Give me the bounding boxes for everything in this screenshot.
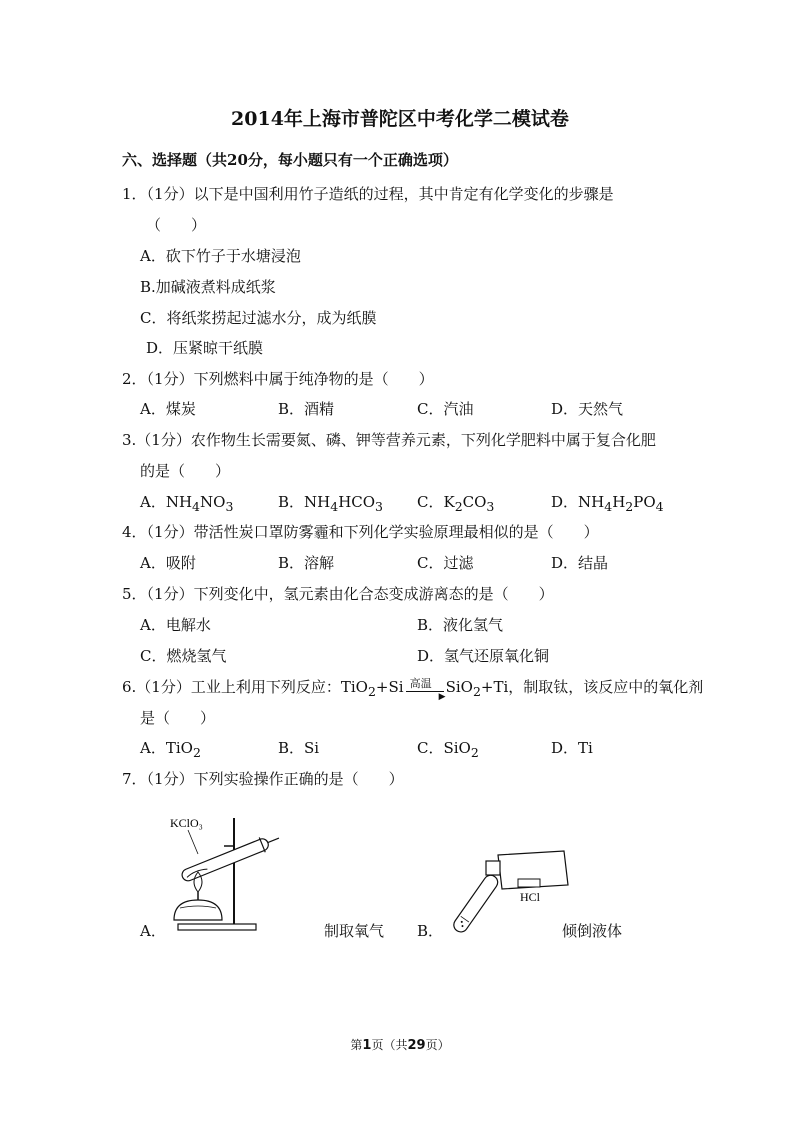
question-6-stem-continued: 是（ ） [140,709,216,727]
question-7-option-b-caption: 倾倒液体 [562,922,623,940]
question-2-option-b: B．酒精 [278,400,335,418]
figure-pouring-liquid [436,845,576,945]
question-4-option-b: B．溶解 [278,554,335,572]
question-2-option-a: A．煤炭 [140,400,196,418]
question-5-option-d: D．氢气还原氧化铜 [417,647,550,665]
question-1-option-d: D．压紧晾干纸膜 [146,339,264,357]
question-3-option-b: B．$NH_4HCO_3$ [278,493,383,514]
question-4-stem: 4．（1分）带活性炭口罩防雾霾和下列化学实验原理最相似的是（ ） [122,523,599,541]
page-title: 2014年上海市普陀区中考化学二模试卷 [231,108,569,130]
question-1-answer-blank: （ ） [146,216,207,234]
page-footer: 第1页（共29页） [350,1038,450,1053]
question-6-stem: 6.（1分）工业上利用下列反应：TiO$_2$+Si 高温 ▶ SiO$_2$+Ti，制取钛，该反应中的氧化剂 [122,677,703,702]
question-5-option-b: B．液化氢气 [417,616,504,634]
question-1-option-a: A．砍下竹子于水塘浸泡 [140,247,301,265]
question-6-option-d: D．Ti [551,739,593,757]
question-1-option-c: C．将纸浆捞起过滤水分，成为纸膜 [140,309,377,327]
question-2-stem: 2．（1分）下列燃料中属于纯净物的是（ ） [122,370,434,388]
question-4-option-c: C．过滤 [417,554,474,572]
question-3-option-d: D．$NH_4H_2PO_4$ [551,493,664,514]
question-5-option-a: A．电解水 [140,616,211,634]
figure-oxygen-preparation [160,808,300,938]
figure-b-chemical-label: HCl [520,890,541,904]
question-6-option-b: B．Si [278,739,320,757]
question-1-option-b: B.加碱液煮料成纸浆 [140,278,276,296]
current-page-number: 1 [362,1038,372,1053]
question-3-option-a: A．$NH_4NO_3$ [140,493,234,514]
question-2-option-c: C．汽油 [417,400,474,418]
question-7-stem: 7．（1分）下列实验操作正确的是（ ） [122,770,404,788]
question-2-option-d: D．天然气 [551,400,624,418]
question-3-stem: 3.（1分）农作物生长需要氮、磷、钾等营养元素，下列化学肥料中属于复合化肥 [122,431,656,449]
total-pages: 29 [407,1038,426,1053]
question-7-option-a-caption: 制取氧气 [324,922,385,940]
question-3-option-c: C．$K_2CO_3$ [417,493,495,514]
reaction-condition: 高温 [409,677,432,690]
figure-a-chemical-label: KClO₃ [170,816,203,830]
question-3-stem-continued: 的是（ ） [140,462,231,480]
section-heading: 六、选择题（共20分，每小题只有一个正确选项） [122,151,458,169]
question-4-option-d: D．结晶 [551,554,609,572]
question-6-option-c: C．SiO$_2$ [417,739,479,760]
question-5-option-c: C．燃烧氢气 [140,647,227,665]
question-6-option-a: A．TiO$_2$ [140,739,201,760]
question-1-stem: 1．（1分）以下是中国利用竹子造纸的过程，其中肯定有化学变化的步骤是 [122,185,614,203]
question-7-option-b-label: B． [417,922,444,940]
question-5-stem: 5．（1分）下列变化中，氢元素由化合态变成游离态的是（ ） [122,585,554,603]
reaction-arrow: 高温 ▶ [404,678,446,698]
question-4-option-a: A．吸附 [140,554,196,572]
question-7-option-a-label: A． [140,922,166,940]
